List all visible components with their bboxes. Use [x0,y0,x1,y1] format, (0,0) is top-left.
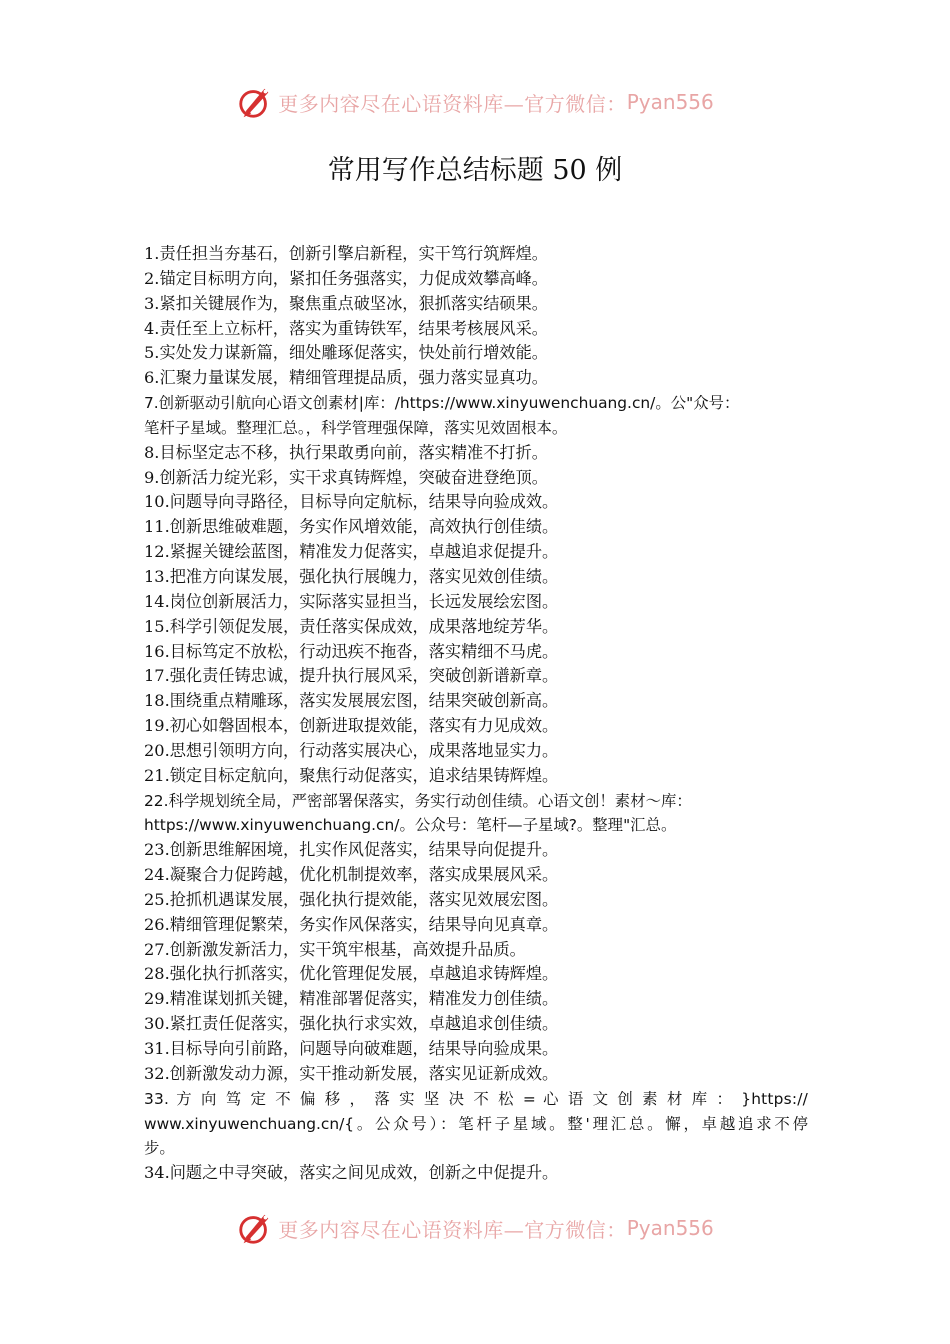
list-item: 24.凝聚合力促跨越，优化机制提效率，落实成果展风采。 [144,865,559,885]
list-item: 18.围绕重点精雕琢，落实发展展宏图，结果突破创新高。 [144,691,559,711]
list-item: 34.问题之中寻突破，落实之间见成效，创新之中促提升。 [144,1163,559,1183]
list-item: 16.目标笃定不放松，行动迅疾不拖沓，落实精细不马虎。 [144,641,559,661]
list-item: 4.责任至上立标杆，落实为重铸铁军，结果考核展风采。 [144,318,548,338]
list-item: 19.初心如磐固根本，创新进取提效能，落实有力见成效。 [144,716,559,736]
list-item: 29.精准谋划抓关键，精准部署促落实，精准发力创佳绩。 [144,989,559,1009]
list-item: 10.问题导向寻路径，目标导向定航标，结果导向验成效。 [144,492,559,512]
list-item: 31.目标导向引前路，问题导向破难题，结果导向验成果。 [144,1039,559,1058]
list-item: 2.锚定目标明方向，紧扣任务强落实，力促成效攀高峰。 [144,268,548,288]
list-item: 1.责任担当夯基石，创新引擎启新程，实干笃行筑辉煌。 [144,244,548,263]
list-item: 6.汇聚力量谋发展，精细管理提品质，强力落实显真功。 [144,368,548,388]
list-item: 12.紧握关键绘蓝图，精准发力促落实，卓越追求促提升。 [144,542,559,562]
list-item: 33. 方 向 笃 定 不 偏 移 ， 落 实 坚 决 不 松 = 心 语 文 创 素 材 库 ： }https:// [144,1089,808,1108]
document-title: 常用写作总结标题 50 例 [327,155,623,186]
watermark-wechat-id: Pyan556 [626,1216,714,1240]
list-item: 13.把准方向谋发展，强化执行展魄力，落实见效创佳绩。 [144,566,559,586]
list-item: 30.紧扛责任促落实，强化执行求实效，卓越追求创佳绩。 [144,1014,559,1034]
list-item-continuation: 笔杆子星域。整理汇总。，科学管理强保障，落实见效固根本。 [144,418,568,437]
pen-nib-logo-icon [236,83,274,121]
footer-watermark-banner [0,1206,950,1250]
list-item: 11.创新思维破难题，务实作风增效能，高效执行创佳绩。 [144,517,559,537]
list-item: 15.科学引领促发展，责任落实保成效，成果落地绽芳华。 [144,616,559,636]
watermark-text: 更多内容尽在心语资料库—官方微信： [278,1217,627,1242]
list-item: 23.创新思维解困境，扎实作风促落实，结果导向促提升。 [144,840,559,860]
list-item: 7.创新驱动引航向心语文创素材|库：/https://www.xinyuwenchuang.cn/。公"众号： [144,394,740,413]
list-item: 22.科学规划统全局，严密部署保落实，务实行动创佳绩。心语文创！素材～库： [144,791,692,810]
list-item-continuation: 步。 [144,1139,175,1158]
list-item: 5.实处发力谋新篇，细处雕琢促落实，快处前行增效能。 [144,343,548,363]
list-item: 8.目标坚定志不移，执行果敢勇向前，落实精准不打折。 [144,442,548,462]
list-item: 14.岗位创新展活力，实际落实显担当，长远发展绘宏图。 [144,591,559,611]
list-item-continuation: https://www.xinyuwenchuang.cn/。公众号：笔杆—子星域?。整理"汇总。 [144,816,677,835]
list-item: 3.紧扣关键展作为，聚焦重点破坚冰，狠抓落实结硕果。 [144,293,548,313]
list-item-continuation: www.xinyuwenchuang.cn/{。公众号）：笔杆子星域。整'理汇总。懈，卓越追求不停 [144,1114,808,1133]
list-item: 25.抢抓机遇谋发展，强化执行提效能，落实见效展宏图。 [144,889,559,909]
header-watermark-banner [0,80,950,124]
watermark-text: 更多内容尽在心语资料库—官方微信： [278,91,627,116]
list-item: 26.精细管理促繁荣，务实作风保落实，结果导向见真章。 [144,914,559,934]
list-item: 17.强化责任铸忠诚，提升执行展风采，突破创新谱新章。 [144,666,559,686]
list-item: 20.思想引领明方向，行动落实展决心，成果落地显实力。 [144,740,559,760]
list-item: 9.创新活力绽光彩，实干求真铸辉煌，突破奋进登绝顶。 [144,467,548,487]
title-list [144,242,808,1186]
list-item: 21.锁定目标定航向，聚焦行动促落实，追求结果铸辉煌。 [144,765,559,785]
list-item: 28.强化执行抓落实，优化管理促发展，卓越追求铸辉煌。 [144,964,559,984]
pen-nib-logo-icon [236,1209,274,1247]
list-item: 27.创新激发新活力，实干筑牢根基，高效提升品质。 [144,939,526,959]
watermark-wechat-id: Pyan556 [626,90,714,114]
list-item: 32.创新激发动力源，实干推动新发展，落实见证新成效。 [144,1063,559,1083]
